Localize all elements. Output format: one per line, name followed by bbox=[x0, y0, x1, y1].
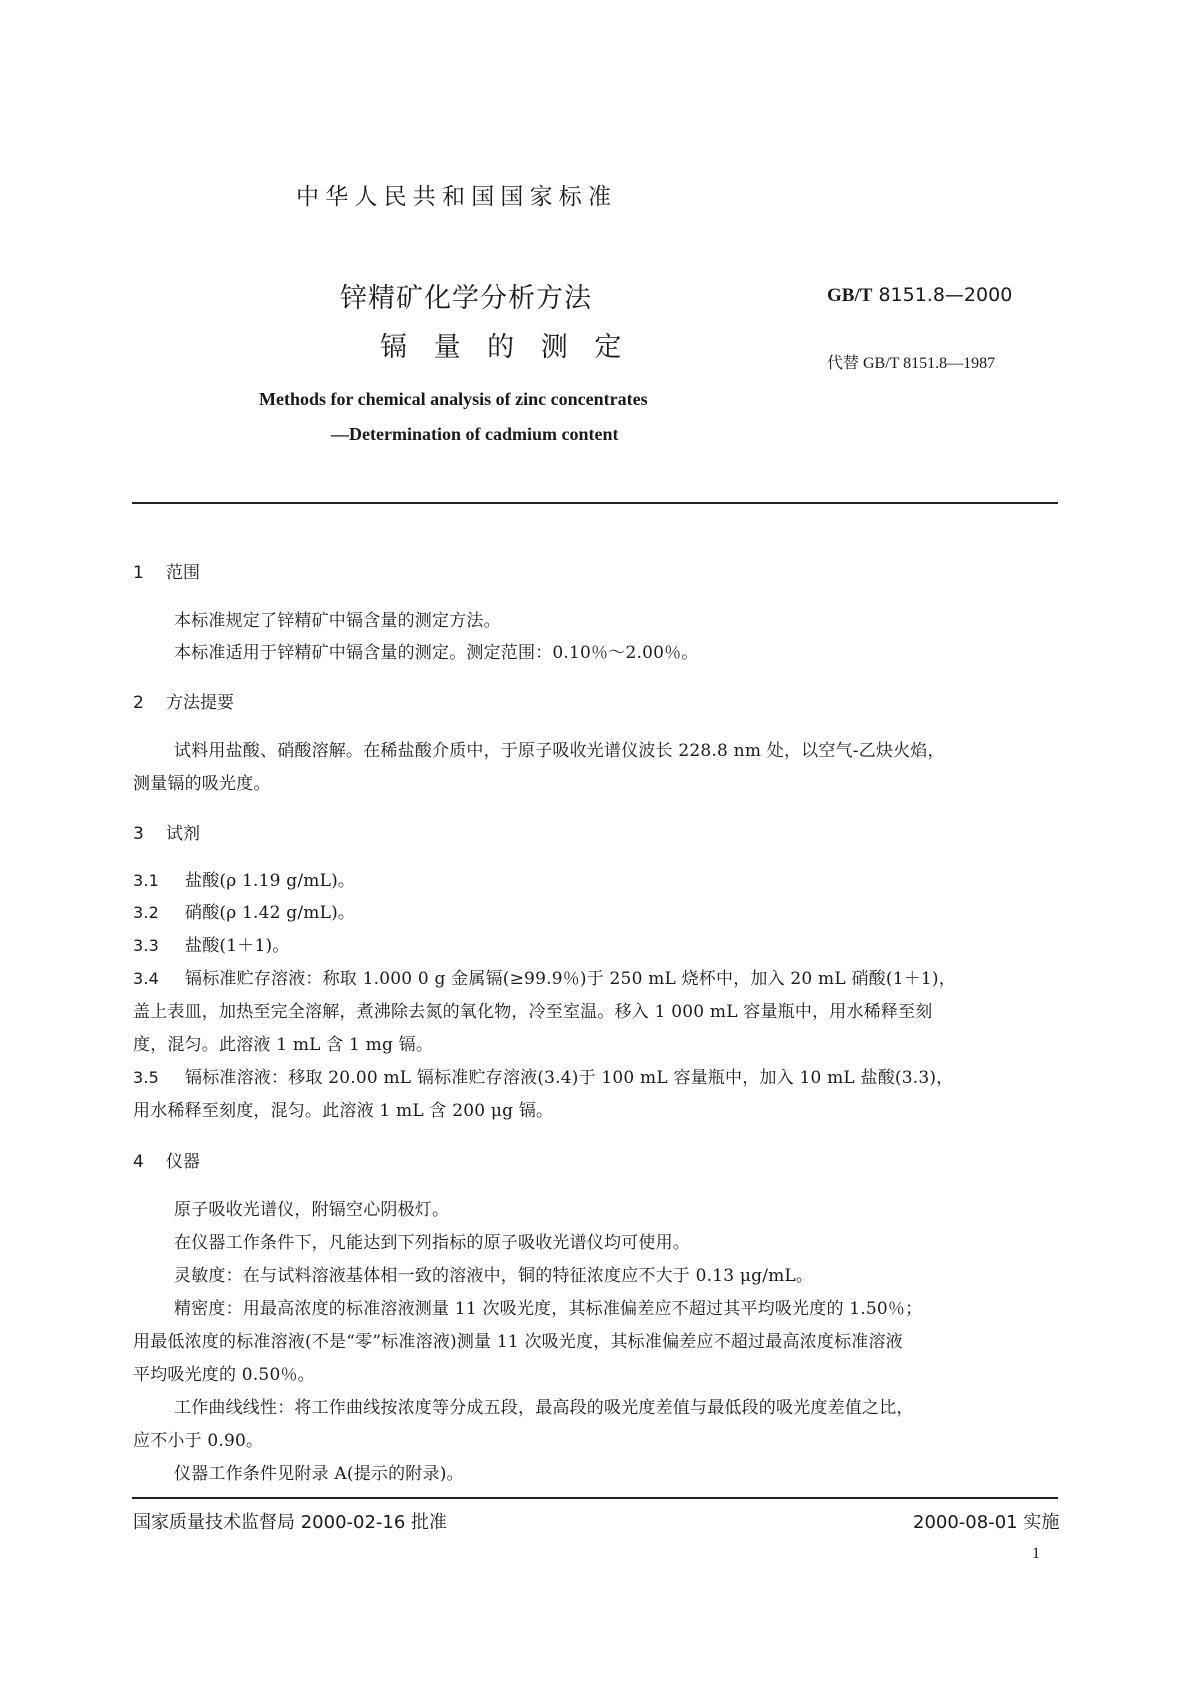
section-4-heading bbox=[133, 1147, 200, 1172]
clause-number: 3.5 bbox=[133, 1068, 160, 1087]
paragraph: 工作曲线线性：将工作曲线按浓度等分成五段，最高段的吸光度差值与最低段的吸光度差值之比， bbox=[174, 1398, 914, 1418]
paragraph: 本标准规定了锌精矿中镉含量的测定方法。 bbox=[174, 611, 501, 631]
paragraph: 在仪器工作条件下，凡能达到下列指标的原子吸收光谱仪均可使用。 bbox=[174, 1233, 690, 1253]
implementation-date: 2000-08-01 实施 bbox=[913, 1512, 1060, 1533]
section-title: 仪器 bbox=[166, 1152, 200, 1172]
clause-text: 硝酸(ρ 1.42 g/mL)。 bbox=[185, 903, 356, 923]
clause-number: 3.4 bbox=[133, 969, 160, 988]
standard-code: 8151.8—2000 bbox=[878, 284, 1013, 306]
paragraph: 精密度：用最高浓度的标准溶液测量 11 次吸光度，其标准偏差应不超过其平均吸光度的 1.50％； bbox=[174, 1299, 923, 1319]
paragraph: 仪器工作条件见附录 A(提示的附录)。 bbox=[174, 1464, 464, 1484]
clause-3-4 bbox=[133, 964, 956, 989]
national-standard-title: 中华人民共和国国家标准 bbox=[296, 184, 618, 210]
paragraph: 灵敏度：在与试料溶液基体相一致的溶液中，铜的特征浓度应不大于 0.13 μg/mL。 bbox=[174, 1266, 814, 1286]
english-title-line1: Methods for chemical analysis of zinc concentrates bbox=[259, 389, 648, 409]
standard-number bbox=[827, 284, 1012, 307]
paragraph-continuation: 度，混匀。此溶液 1 mL 含 1 mg 镉。 bbox=[133, 1035, 434, 1055]
header-divider bbox=[132, 502, 1058, 504]
section-number: 4 bbox=[133, 1152, 144, 1172]
clause-3-5 bbox=[133, 1063, 953, 1088]
paragraph-continuation: 平均吸光度的 0.50％。 bbox=[133, 1365, 315, 1385]
document-title: 锌精矿化学分析方法 bbox=[340, 283, 592, 314]
paragraph: 本标准适用于锌精矿中镉含量的测定。测定范围：0.10％～2.00％。 bbox=[174, 643, 699, 663]
section-title: 范围 bbox=[166, 563, 200, 583]
paragraph: 原子吸收光谱仪，附镉空心阴极灯。 bbox=[174, 1200, 450, 1220]
clause-number: 3.3 bbox=[133, 936, 160, 955]
clause-text: 镉标准溶液：移取 20.00 mL 镉标准贮存溶液(3.4)于 100 mL 容量瓶中，加入 10 mL 盐酸(3.3)， bbox=[185, 1068, 954, 1088]
paragraph-continuation: 测量镉的吸光度。 bbox=[133, 774, 271, 794]
section-1-heading bbox=[133, 558, 200, 583]
footer-divider bbox=[132, 1497, 1058, 1499]
clause-3-3 bbox=[133, 931, 290, 956]
paragraph-continuation: 盖上表皿，加热至完全溶解，煮沸除去氮的氧化物，冷至室温。移入 1 000 mL 容量瓶中，用水稀释至刻 bbox=[133, 1002, 933, 1022]
section-number: 2 bbox=[133, 693, 144, 713]
section-2-heading bbox=[133, 688, 234, 713]
english-title-line2: —Determination of cadmium content bbox=[331, 424, 619, 444]
clause-text: 盐酸(1＋1)。 bbox=[185, 936, 290, 956]
document-subtitle: 镉 量 的 测 定 bbox=[380, 332, 631, 363]
clause-3-1 bbox=[133, 866, 355, 891]
paragraph-continuation: 用水稀释至刻度，混匀。此溶液 1 mL 含 200 μg 镉。 bbox=[133, 1101, 554, 1121]
clause-number: 3.2 bbox=[133, 903, 160, 922]
section-title: 试剂 bbox=[166, 824, 200, 844]
clause-number: 3.1 bbox=[133, 871, 160, 890]
clause-text: 盐酸(ρ 1.19 g/mL)。 bbox=[185, 871, 356, 891]
replaces-standard: 代替 GB/T 8151.8—1987 bbox=[827, 355, 996, 372]
paragraph: 试料用盐酸、硝酸溶解。在稀盐酸介质中，于原子吸收光谱仪波长 228.8 nm 处，以空气-乙炔火焰， bbox=[174, 741, 945, 761]
section-title: 方法提要 bbox=[166, 693, 234, 713]
paragraph-continuation: 应不小于 0.90。 bbox=[133, 1431, 264, 1451]
standard-prefix: GB/T bbox=[827, 285, 873, 306]
approval-note: 国家质量技术监督局 2000-02-16 批准 bbox=[133, 1512, 448, 1533]
clause-text: 镉标准贮存溶液：称取 1.000 0 g 金属镉(≥99.9％)于 250 mL 烧杯中，加入 20 mL 硝酸(1＋1)， bbox=[185, 969, 956, 989]
page-number: 1 bbox=[1032, 1545, 1040, 1562]
section-number: 1 bbox=[133, 563, 144, 583]
clause-3-2 bbox=[133, 898, 355, 923]
section-number: 3 bbox=[133, 824, 144, 844]
section-3-heading bbox=[133, 819, 200, 844]
paragraph-continuation: 用最低浓度的标准溶液(不是“零”标准溶液)测量 11 次吸光度，其标准偏差应不超过最高浓度标准溶液 bbox=[133, 1332, 903, 1352]
